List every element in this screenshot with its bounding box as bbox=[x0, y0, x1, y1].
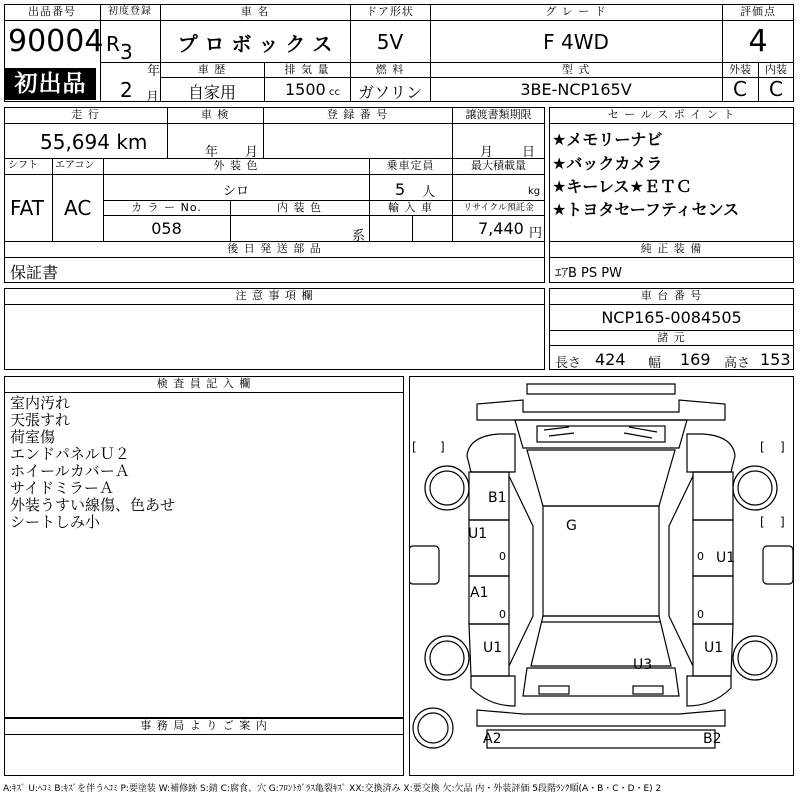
model-label: 型 式 bbox=[561, 63, 591, 76]
displacement-label: 排 気 量 bbox=[284, 63, 330, 76]
fuel: ガソリン bbox=[357, 83, 422, 102]
spec-label: 諸 元 bbox=[657, 331, 686, 344]
seats-label: 乗車定員 bbox=[386, 159, 435, 172]
bracket-mark: [ bbox=[412, 440, 417, 454]
width-label: 幅 bbox=[648, 356, 662, 371]
max-load-unit: kg bbox=[528, 186, 541, 197]
displacement: 1500 bbox=[285, 80, 326, 99]
reg-year: 3 bbox=[120, 40, 133, 64]
body-color: シロ bbox=[222, 184, 249, 199]
length: 424 bbox=[595, 350, 626, 369]
office-label: 事 務 局 よ り ご 案 内 bbox=[140, 719, 268, 732]
bracket-mark: [ bbox=[760, 440, 765, 454]
color-number-label: カ ラ ー No. bbox=[131, 201, 202, 214]
door-label: ドア形状 bbox=[366, 5, 414, 18]
first-reg-label: 初度登録 bbox=[108, 6, 152, 17]
sales-point: ★バックカメラ bbox=[552, 154, 663, 173]
chassis-number: NCP165-0084505 bbox=[601, 308, 742, 327]
note-line: 外装うすい線傷、色あせ bbox=[10, 496, 176, 514]
model-code: 3BE-NCP165V bbox=[520, 80, 632, 99]
damage-mark: U1 bbox=[468, 526, 488, 542]
height-label: 高さ bbox=[724, 356, 751, 371]
shift: FAT bbox=[10, 196, 45, 220]
max-load-label: 最大積載量 bbox=[471, 159, 526, 172]
damage-mark: B2 bbox=[703, 731, 722, 747]
door-type: 5V bbox=[376, 30, 404, 54]
color-label: 外 装 色 bbox=[213, 159, 259, 172]
history-label: 車 歴 bbox=[197, 63, 227, 76]
recycle-fee: 7,440 bbox=[478, 219, 524, 238]
grade-label: グ レ ー ド bbox=[545, 5, 607, 18]
inspection-month-unit: 月 bbox=[245, 145, 259, 160]
length-label: 長さ bbox=[555, 356, 582, 371]
reg-year-unit: 年 bbox=[147, 64, 161, 79]
car-name-label: 車 名 bbox=[240, 5, 270, 18]
transfer-month-unit: 月 bbox=[480, 145, 494, 160]
mileage-label: 走 行 bbox=[71, 108, 100, 121]
color-number: 058 bbox=[151, 219, 182, 238]
inspector-notes bbox=[10, 395, 175, 531]
note-line: サイドミラーＡ bbox=[10, 479, 114, 497]
damage-mark: U1 bbox=[483, 640, 503, 656]
width: 169 bbox=[680, 350, 711, 369]
recycle-label: リサイクル預託金 bbox=[463, 203, 534, 213]
air-conditioner: AC bbox=[64, 196, 92, 220]
exterior-grade: C bbox=[733, 77, 747, 101]
sales-point: ★トヨタセーフティセンス bbox=[552, 200, 740, 219]
first-sale-badge: 初出品 bbox=[5, 68, 96, 100]
damage-mark: B1 bbox=[488, 490, 507, 506]
damage-mark: U1 bbox=[716, 550, 736, 566]
seats-unit: 人 bbox=[422, 185, 436, 200]
caution-label: 注 意 事 項 欄 bbox=[235, 289, 314, 302]
lot-number: 90004 bbox=[8, 24, 104, 59]
zero-mark: 0 bbox=[697, 608, 704, 621]
chassis-label: 車 台 番 号 bbox=[640, 289, 703, 302]
transfer-deadline-label: 譲渡書類期限 bbox=[465, 108, 532, 121]
bracket-mark: ] bbox=[780, 515, 785, 529]
score-label: 評価点 bbox=[740, 5, 776, 18]
interior-color-label: 内 装 色 bbox=[277, 201, 322, 214]
transfer-day-unit: 日 bbox=[522, 145, 536, 160]
note-line: 荷室傷 bbox=[10, 428, 56, 446]
damage-mark: U3 bbox=[633, 657, 653, 673]
bracket-mark: ] bbox=[440, 440, 445, 454]
height: 153 bbox=[760, 350, 791, 369]
displacement-unit: cc bbox=[329, 87, 340, 98]
inspection-year-unit: 年 bbox=[205, 145, 219, 160]
sales-point: ★メモリーナビ bbox=[552, 130, 663, 149]
equipment-label: 純 正 装 備 bbox=[640, 242, 703, 255]
grade: F 4WD bbox=[543, 30, 609, 54]
note-line: 天張すれ bbox=[10, 411, 71, 429]
interior-grade: C bbox=[769, 77, 783, 101]
reg-month: 2 bbox=[120, 78, 133, 102]
note-line: 室内汚れ bbox=[10, 394, 71, 412]
score: 4 bbox=[748, 24, 768, 59]
lot-label: 出品番号 bbox=[28, 5, 76, 18]
fuel-label: 燃 料 bbox=[375, 63, 405, 76]
legend-footer: A:ｷｽﾞ U:ﾍｺﾐ B:ｷｽﾞを伴うﾍｺﾐ P:要塗装 W:補修跡 S:錆 C:腐食、穴 G:ﾌﾛﾝﾄｶﾞﾗｽ亀裂ｷｽﾞ XX:交換済み X:要交換 欠:欠品 内・外装評価 5段階ﾗﾝｸ順(A・B・C・D・E) 2 bbox=[3, 784, 662, 794]
note-line: シートしみ小 bbox=[10, 513, 101, 531]
sales-point: ★キーレス★ＥＴＣ bbox=[552, 177, 692, 196]
import-label: 輸 入 車 bbox=[388, 201, 433, 214]
recycle-unit: 円 bbox=[529, 226, 543, 241]
damage-mark: A1 bbox=[470, 585, 489, 601]
car-diagram bbox=[409, 376, 794, 776]
shift-label: シフト bbox=[8, 160, 38, 171]
reg-number-label: 登 録 番 号 bbox=[326, 108, 389, 121]
zero-mark: 0 bbox=[697, 550, 704, 563]
sales-points-label: セ ー ル ス ポ イ ン ト bbox=[607, 108, 736, 121]
interior-label: 内装 bbox=[765, 63, 787, 76]
interior-color-suffix: 系 bbox=[352, 229, 366, 244]
era: R bbox=[106, 32, 120, 56]
note-line: ホイールカバーＡ bbox=[10, 462, 130, 480]
bracket-mark: [ bbox=[760, 515, 765, 529]
car-name: プ ロ ボ ッ ク ス bbox=[177, 32, 333, 56]
bracket-mark: ] bbox=[780, 440, 785, 454]
zero-mark: 0 bbox=[499, 550, 506, 563]
damage-mark: G bbox=[566, 518, 577, 534]
ac-label: エアコン bbox=[55, 160, 95, 171]
note-line: エンドパネルＵ２ bbox=[10, 445, 130, 463]
equipment: ｴｱB PS PW bbox=[555, 266, 622, 281]
damage-mark: U1 bbox=[704, 640, 724, 656]
reg-month-unit: 月 bbox=[146, 90, 160, 105]
later-parts-label: 後 日 発 送 部 品 bbox=[227, 242, 322, 255]
seats: 5 bbox=[395, 180, 406, 199]
history: 自家用 bbox=[187, 83, 236, 102]
exterior-label: 外装 bbox=[729, 63, 751, 76]
damage-mark: A2 bbox=[483, 731, 502, 747]
mileage: 55,694 km bbox=[40, 130, 148, 154]
inspector-label: 検 査 員 記 入 欄 bbox=[156, 377, 252, 390]
inspection-label: 車 検 bbox=[200, 108, 230, 121]
zero-mark: 0 bbox=[499, 608, 506, 621]
later-parts: 保証書 bbox=[10, 263, 59, 282]
